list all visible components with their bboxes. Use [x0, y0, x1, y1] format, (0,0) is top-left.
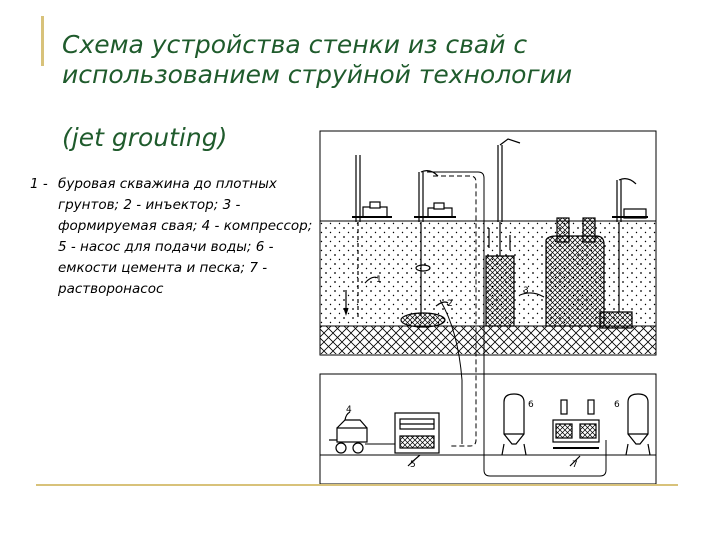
- mortar-pump: [553, 400, 599, 466]
- label-6-left: 6: [528, 400, 534, 410]
- label-1: 1: [376, 275, 382, 285]
- label-3: 3: [523, 286, 529, 296]
- title-line-2: использованием струйной технологии: [62, 60, 573, 89]
- title-line-1: Схема устройства стенки из свай с: [62, 30, 528, 59]
- label-2: 2: [447, 299, 453, 309]
- bottom-rule: [36, 484, 678, 486]
- slide-subtitle: (jet grouting): [62, 123, 228, 152]
- dense-soil-layer: [320, 326, 656, 354]
- cement-silo-left: [502, 394, 526, 455]
- label-4: 4: [346, 405, 352, 415]
- legend-text: буровая скважина до плотных грунтов; 2 - инъектор; 3 - формируемая свая; 4 - компрессор; 5 - насос для подачи воды; 6 - емкости цемента и песка; 7 - растворонасос: [58, 176, 313, 297]
- water-pump: [395, 413, 439, 466]
- cement-silo-right: [626, 394, 650, 455]
- legend-number: 1 -: [30, 176, 48, 192]
- label-7: 7: [572, 460, 578, 470]
- label-6-right: 6: [614, 400, 620, 410]
- compressor: [329, 412, 367, 453]
- label-5: 5: [410, 460, 416, 470]
